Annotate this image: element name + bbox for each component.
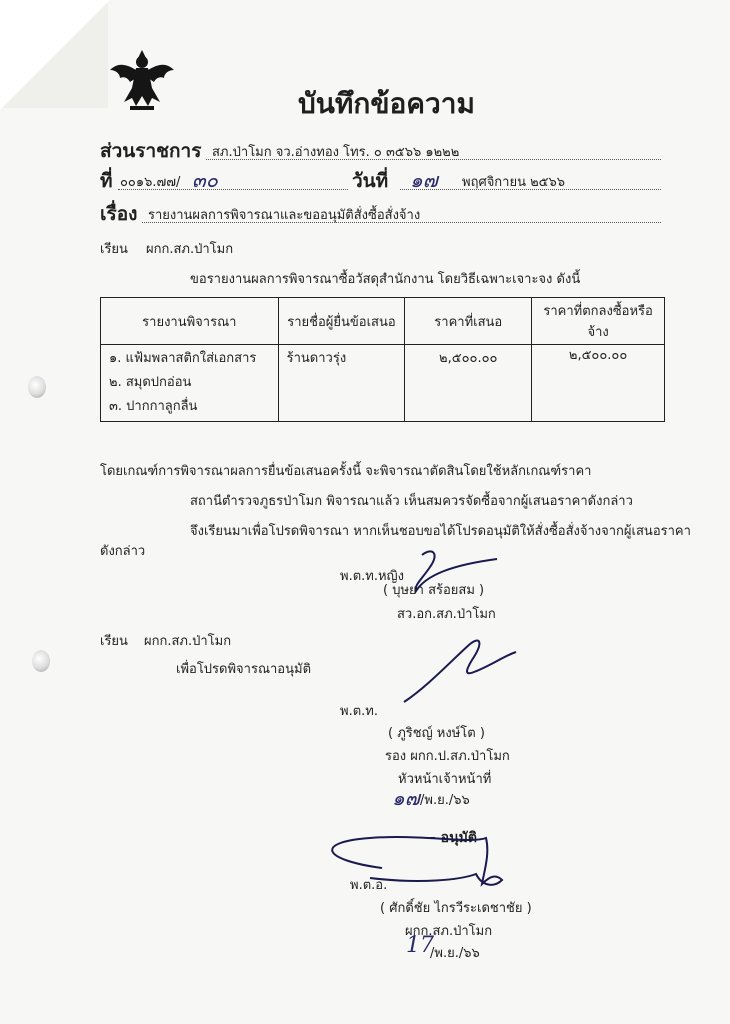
signature-3-icon <box>310 828 530 900</box>
table-header-row <box>101 298 665 345</box>
offered-price-cell: ๒,๕๐๐.๐๐ <box>405 345 532 422</box>
greeting2-label: เรียน <box>100 634 128 649</box>
paragraph-decision: สถานีตำรวจภูธรป่าโมก พิจารณาแล้ว เห็นสมควรจัดซื้อจากผู้เสนอราคาดังกล่าว <box>190 494 633 509</box>
sig1-name: ( บุษยา สร้อยสม ) <box>383 583 485 598</box>
sig3-date-handwritten: 17 <box>406 933 434 958</box>
ref-dotted-line <box>118 189 348 190</box>
sig2-title2: หัวหน้าเจ้าหน้าที่ <box>398 772 492 787</box>
items-cell <box>101 345 279 422</box>
sig3-rank: พ.ต.อ. <box>350 878 388 893</box>
punch-hole-upper <box>28 376 46 398</box>
approve-label: - อนุมัติ <box>430 830 477 846</box>
table-row <box>101 345 665 422</box>
date-value: พฤศจิกายน ๒๕๖๖ <box>462 175 566 190</box>
sig2-title1: รอง ผกก.ป.สภ.ป่าโมก <box>385 749 510 764</box>
paragraph-end: ดังกล่าว <box>100 544 146 559</box>
subject-dotted-line <box>142 222 661 223</box>
department-dotted-line <box>206 159 661 160</box>
sig3-title: ผกก.สภ.ป่าโมก <box>405 924 493 939</box>
date-dotted-line <box>400 189 661 190</box>
date-handwritten: ๑๗ <box>410 168 438 192</box>
punch-hole-lower <box>32 650 50 672</box>
department-value: สภ.ป่าโมก จว.อ่างทอง โทร. ๐ ๓๕๖๖ ๑๒๒๒ <box>212 145 460 160</box>
report-table <box>100 297 665 422</box>
sig3-date-printed: /พ.ย./๖๖ <box>430 946 480 961</box>
sig1-rank: พ.ต.ท.หญิง <box>340 569 404 584</box>
list-item: ๑. แฟ้มพลาสติกใส่เอกสาร <box>109 351 257 366</box>
agreed-price-cell: ๒,๕๐๐.๐๐ <box>532 345 665 422</box>
ref-handwritten: ๓๐ <box>192 168 218 192</box>
department-label: ส่วนราชการ <box>100 140 202 162</box>
date-label: วันที่ <box>352 170 389 192</box>
sig2-name: ( ภูริชญ์ หงษ์โต ) <box>388 726 485 741</box>
sig2-date-handwritten: ๑๗ <box>392 786 420 810</box>
subject-value: รายงานผลการพิจารณาและขออนุมัติสั่งซื้อสั่งจ้าง <box>148 208 421 223</box>
paragraph-criteria: โดยเกณฑ์การพิจารณาผลการยื่นข้อเสนอครั้งนี้ จะพิจารณาตัดสินโดยใช้หลักเกณฑ์ราคา <box>100 464 592 479</box>
list-item: ๒. สมุดปกอ่อน <box>109 375 192 390</box>
vendor-cell: ร้านดาวรุ่ง <box>278 345 405 422</box>
approval-request: เพื่อโปรดพิจารณาอนุมัติ <box>176 662 312 677</box>
folded-corner <box>0 0 110 110</box>
sig3-name: ( ศักดิ์ชัย ไกรวีระเดชาชัย ) <box>380 901 532 916</box>
sig2-date-printed: /พ.ย./๖๖ <box>420 793 470 808</box>
intro-text: ขอรายงานผลการพิจารณาซื้อวัสดุสำนักงาน โดยวิธีเฉพาะเจาะจง ดังนี้ <box>190 272 581 287</box>
list-item: ๓. ปากกาลูกลื่น <box>109 399 198 414</box>
sig2-rank: พ.ต.ท. <box>340 704 378 719</box>
ref-value: ๐๐๑๖.๗๗/ <box>120 175 181 190</box>
greeting2-value: ผกก.สภ.ป่าโมก <box>144 634 232 649</box>
subject-label: เรื่อง <box>100 203 138 225</box>
ref-label: ที่ <box>100 170 113 192</box>
paragraph-request: จึงเรียนมาเพื่อโปรดพิจารณา หากเห็นชอบขอได้โปรดอนุมัติให้สั่งซื้อสั่งจ้างจากผู้เสนอราคา <box>190 524 691 539</box>
sig1-title: สว.อก.สภ.ป่าโมก <box>397 607 496 622</box>
header-offered-price: ราคาที่เสนอ <box>405 298 532 345</box>
greeting-label: เรียน <box>100 242 128 257</box>
greeting-value: ผกก.สภ.ป่าโมก <box>146 242 234 257</box>
header-agreed-price: ราคาที่ตกลงซื้อหรือจ้าง <box>532 298 665 345</box>
document-title: บันทึกข้อความ <box>298 87 475 120</box>
signature-2-icon <box>400 630 520 710</box>
garuda-emblem-icon <box>108 48 176 116</box>
header-report: รายงานพิจารณา <box>101 298 279 345</box>
header-vendor: รายชื่อผู้ยื่นข้อเสนอ <box>278 298 405 345</box>
